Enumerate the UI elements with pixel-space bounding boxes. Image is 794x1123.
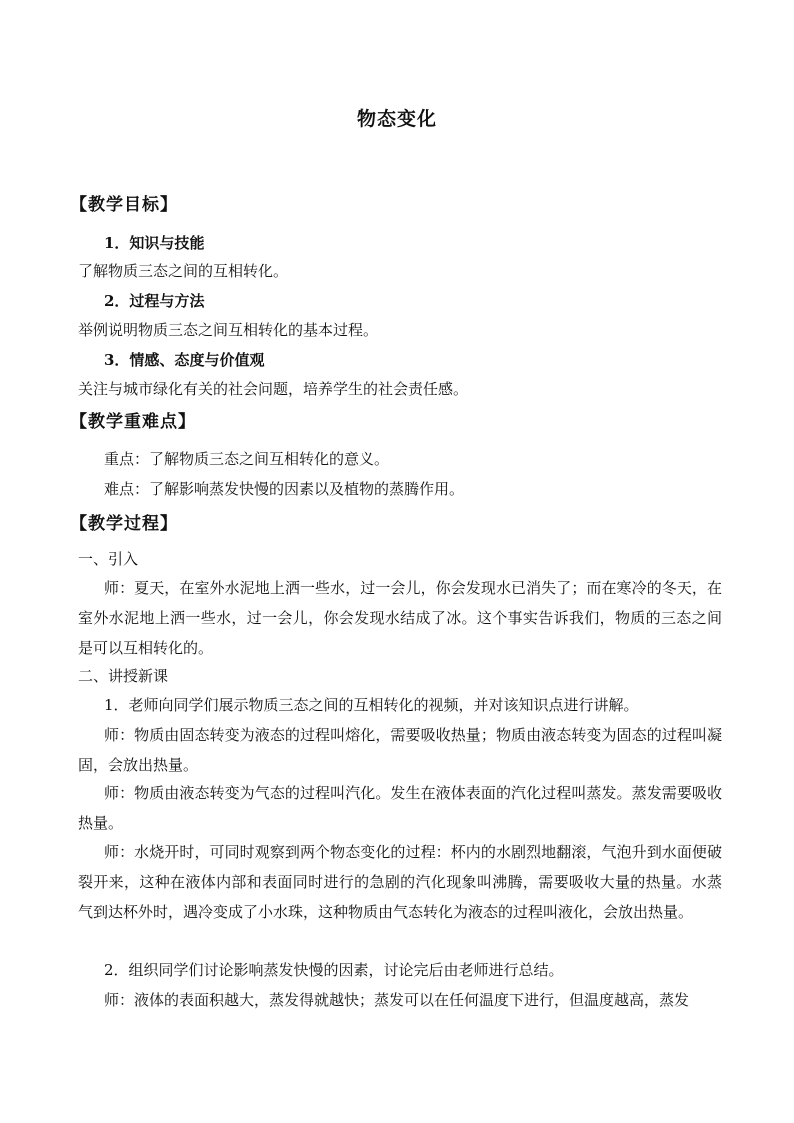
paragraph-melting: 师：物质由固态转变为液态的过程叫熔化，需要吸收热量；物质由液态转变为固态的过程叫凝固，会放出热量。: [78, 726, 722, 774]
text-focus: 重点：了解物质三态之间互相转化的意义。: [104, 450, 390, 468]
text-knowledge: 了解物质三态之间的互相转化。: [78, 262, 289, 280]
paragraph-evaporation: 师：液体的表面积越大，蒸发得就越快；蒸发可以在任何温度下进行，但温度越高，蒸发: [104, 991, 690, 1009]
section-heading-goals: 【教学目标】: [70, 195, 178, 215]
section-heading-process: 【教学过程】: [70, 514, 178, 534]
part-title-new-lesson: 二、讲授新课: [78, 667, 169, 685]
subsection-title-process: 2．过程与方法: [104, 292, 205, 310]
text-process: 举例说明物质三态之间互相转化的基本过程。: [78, 321, 379, 339]
document-title: 物态变化: [356, 108, 437, 130]
section-heading-key-points: 【教学重难点】: [70, 412, 196, 432]
paragraph-video: 1．老师向同学们展示物质三态之间的互相转化的视频，并对该知识点进行讲解。: [104, 696, 639, 714]
subsection-title-attitude: 3．情感、态度与价值观: [104, 351, 265, 369]
paragraph-vaporization: 师：物质由液态转变为气态的过程叫汽化。发生在液体表面的汽化过程叫蒸发。蒸发需要吸收热量。: [78, 784, 722, 832]
paragraph-discussion: 2．组织同学们讨论影响蒸发快慢的因素，讨论完后由老师进行总结。: [104, 961, 564, 979]
text-difficulty: 难点：了解影响蒸发快慢的因素以及植物的蒸腾作用。: [104, 480, 465, 498]
text-attitude: 关注与城市绿化有关的社会问题，培养学生的社会责任感。: [78, 380, 469, 398]
paragraph-intro: 师：夏天，在室外水泥地上洒一些水，过一会儿，你会发现水已消失了；而在寒冷的冬天，在室外水泥地上洒一些水，过一会儿，你会发现水结成了冰。这个事实告诉我们，物质的三态之间是可以互相转化的。: [78, 579, 722, 657]
part-title-intro: 一、引入: [78, 550, 139, 568]
paragraph-boiling: 师：水烧开时，可同时观察到两个物态变化的过程：杯内的水剧烈地翻滚，气泡升到水面便破裂开来，这种在液体内部和表面同时进行的急剧的汽化现象叫沸腾，需要吸收大量的热量。水蒸气到达杯外时，遇冷变成了小水珠，这种物质由气态转化为液态的过程叫液化，会放出热量。: [78, 843, 722, 921]
subsection-title-knowledge: 1．知识与技能: [104, 234, 205, 252]
